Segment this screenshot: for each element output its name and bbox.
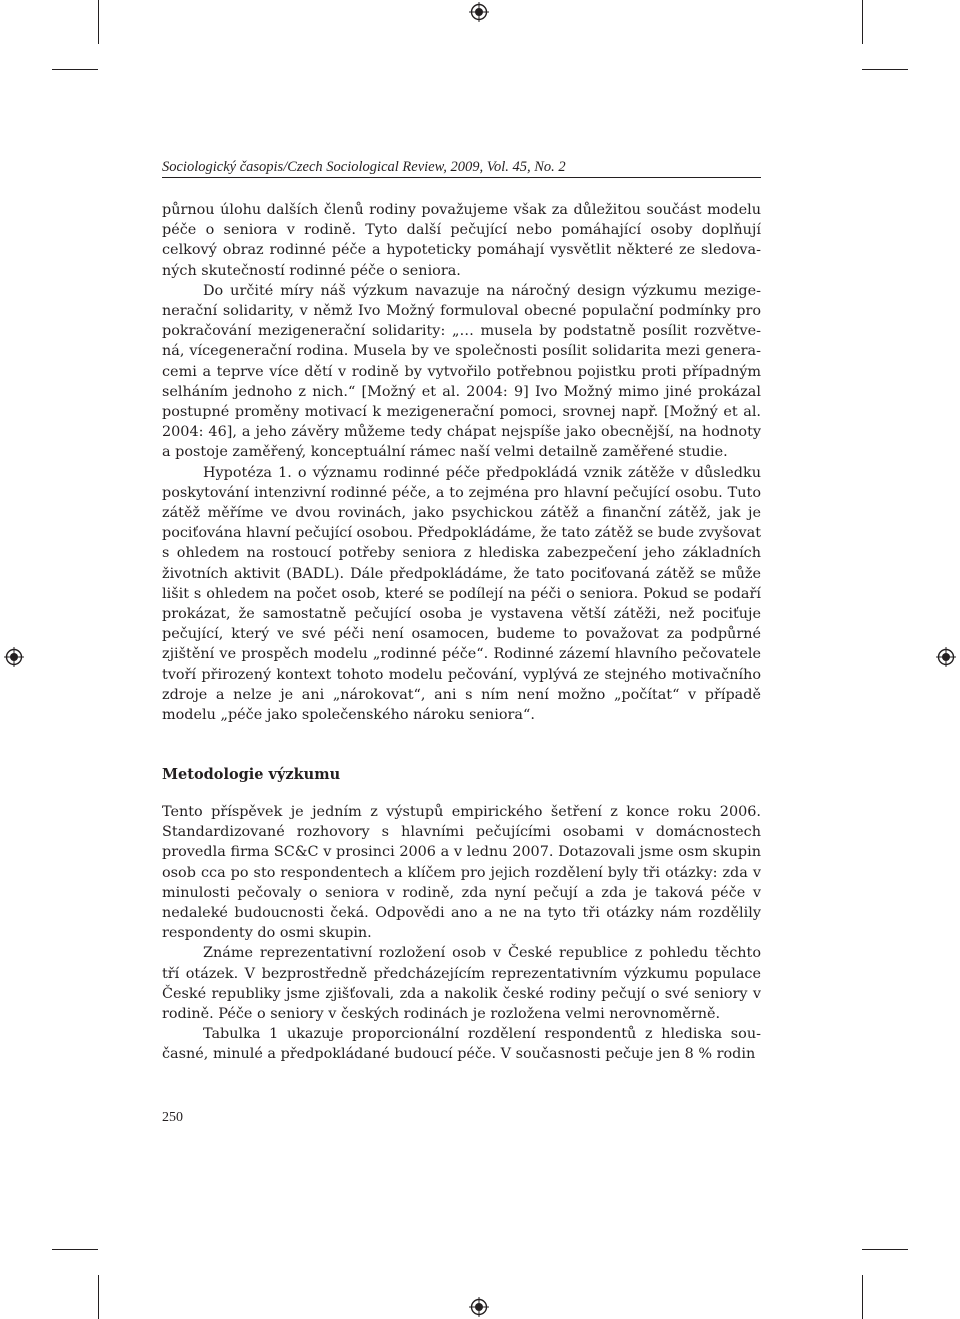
paragraph: Tabulka 1 ukazuje proporcionální rozdělení respondentů z hlediska současné, minulé a předpokládané budoucí péče. V současnosti pečuje jen 8 % rodin <box>162 1026 761 1063</box>
paragraph: Do určité míry náš výzkum navazuje na náročný design výzkumu mezigenerační solidarity, v němž Ivo Možný formuloval obecné populační podmínky pro pokračování mezigenerační solidarity: „… musela by podstatně posílit rozvětvená, vícegenerační rodina. Musela by ve společnosti posílit solidarita mezi generacemi a teprve více dětí v rodině by vytvořilo potřebnou pojistku proti případným selháním jednoho z nich.“ [Možný et al. 2004: 9] Ivo Možný mimo jiné prokázal postupné proměny motivací k mezigenerační pomoci, srovnej např. [Možný et al. 2004: 46], a jeho závěry můžeme tedy chápat nejspíše jako obecnější, na hodnoty a postoje zaměřený, konceptuální rámec naší velmi detailně zaměřené studie. <box>162 282 761 461</box>
crop-mark-top-left <box>98 0 99 44</box>
paragraph: půrnou úlohu dalších členů rodiny považujeme však za důležitou součást modelu péče o seniora v rodině. Tyto další pečující nebo pomáhající osoby doplňují celkový obraz rodinné péče a hypoteticky pomáhají vysvětlit některé ze sledovaných skutečností rodinné péče o seniora. <box>162 202 761 279</box>
registration-mark-icon <box>469 1297 489 1317</box>
page-number: 250 <box>162 1110 183 1125</box>
registration-mark-icon <box>469 2 489 22</box>
text-block-methodology <box>162 802 761 1065</box>
text-block-intro <box>162 200 761 725</box>
crop-mark-top-right <box>862 0 863 44</box>
crop-mark-bottom-right-h <box>862 1249 908 1250</box>
registration-mark-icon <box>936 647 956 667</box>
registration-mark-icon <box>4 647 24 667</box>
crop-mark-bottom-left-h <box>52 1249 98 1250</box>
running-header: Sociologický časopis/Czech Sociological Review, 2009, Vol. 45, No. 2 <box>162 159 566 175</box>
crop-mark-bottom-right <box>862 1275 863 1319</box>
crop-mark-top-left-h <box>52 69 98 70</box>
crop-mark-top-right-h <box>862 69 908 70</box>
paragraph: Hypotéza 1. o významu rodinné péče předpokládá vznik zátěže v důsledku poskytování intenzivní rodinné péče, a to zejména pro hlavní pečující osobu. Tuto zátěž měříme ve dvou rovinách, jako psychickou zátěž a finanční zátěž, jak je pociťována hlavní pečující osobou. Předpokládáme, že tato zátěž se bude zvyšovat s ohledem na rostoucí potřeby seniora z hlediska zabezpečení jeho základních životních aktivit (BADL). Dále předpokládáme, že tato pociťovaná zátěž se může lišit s ohledem na počet osob, které se podílejí na péči o seniora. Pokud se podaří prokázat, že samostatně pečující osoba je vystavena větší zátěži, než pociťuje pečující, který ve své péči není osamocen, budeme to považovat za podpůrné zjištění ve prospěch modelu „rodinné péče“. Rodinné zázemí hlavního pečovatele tvoří přirozený kontext tohoto modelu pečování, vyplývá ze stejného motivačního zdroje a nelze je ani „nárokovat“, ani s ním není možno „počítat“ v případě modelu „péče jako společenského nároku seniora“. <box>162 464 761 724</box>
paragraph: Známe reprezentativní rozložení osob v České republice z pohledu těchto tří otázek. V bezprostředně předcházejícím reprezentativním výzkumu populace České republiky jsme zjišťovali, zda a nakolik české rodiny pečují o své seniory v rodině. Péče o seniory v českých rodinách je rozložena velmi nerovnoměrně. <box>162 945 761 1023</box>
section-heading: Metodologie výzkumu <box>162 766 341 783</box>
paragraph: Tento příspěvek je jedním z výstupů empirického šetření z konce roku 2006. Standardizované rozhovory s hlavními pečujícími osobami v domácnostech provedla firma SC&C v prosinci 2006 a v lednu 2007. Dotazovali jsme osm skupin osob cca po sto respondentech a klíčem pro jejich rozdělení byly tři otázky: zda v minulosti pečovaly o seniora v rodině, zda nyní pečují a zda je taková péče v nedaleké budoucnosti čeká. Odpovědi ano a ne na tyto tři otázky nám rozdělily respondenty do osmi skupin. <box>162 804 761 942</box>
header-rule <box>162 177 761 178</box>
crop-mark-bottom-left <box>98 1275 99 1319</box>
